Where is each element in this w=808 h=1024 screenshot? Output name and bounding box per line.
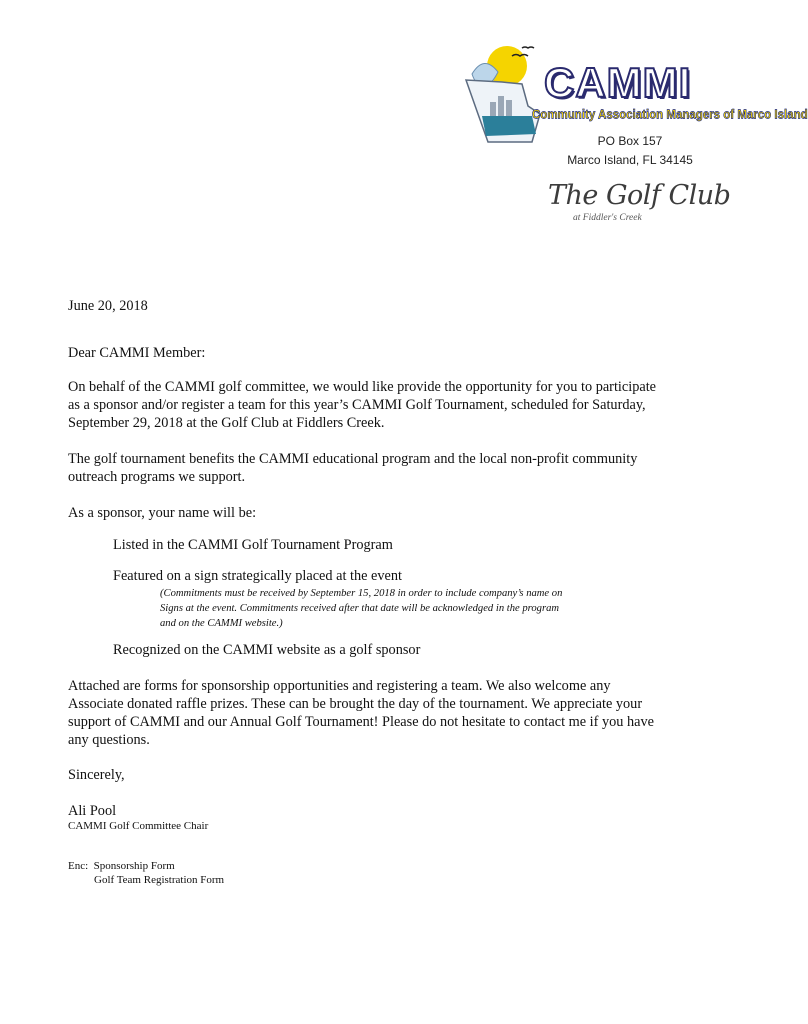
logo-subtitle: Community Association Managers of Marco Island <box>532 108 808 122</box>
sponsor-benefit-program: Listed in the CAMMI Golf Tournament Program <box>113 537 393 553</box>
golf-club-logo-title: The Golf Club <box>548 180 731 211</box>
letter-date: June 20, 2018 <box>68 298 148 314</box>
signer-name: Ali Pool <box>68 803 117 819</box>
paragraph-line: On behalf of the CAMMI golf committee, we would like provide the opportunity for you to participate <box>68 379 657 395</box>
sponsor-benefit-sign: Featured on a sign strategically placed at the event <box>113 568 403 584</box>
sun-and-island-icon <box>462 44 552 144</box>
note-line: Signs at the event. Commitments received after that date will be acknowledged in the program <box>160 603 560 614</box>
note-line: and on the CAMMI website.) <box>160 618 283 629</box>
paragraph-benefits <box>68 450 708 486</box>
enclosure-row <box>68 873 708 887</box>
paragraph-line: support of CAMMI and our Annual Golf Tournament! Please do not hesitate to contact me if you have <box>68 714 654 730</box>
logo-title: CAMMI <box>544 59 692 106</box>
note-line: (Commitments must be received by September 15, 2018 in order to include company’s name on <box>160 588 563 599</box>
cammi-logo-art <box>462 44 552 144</box>
address-line-2: Marco Island, FL 34145 <box>567 153 693 167</box>
closing: Sincerely, <box>68 767 125 783</box>
enclosure-item: Golf Team Registration Form <box>94 874 225 886</box>
salutation: Dear CAMMI Member: <box>68 345 206 361</box>
paragraph-line: Associate donated raffle prizes. These can be brought the day of the tournament. We appreciate your <box>68 696 643 712</box>
address-line-1: PO Box 157 <box>597 134 663 148</box>
paragraph-line: The golf tournament benefits the CAMMI educational program and the local non-profit community <box>68 451 638 467</box>
paragraph-invitation <box>68 378 708 432</box>
paragraph-attachments <box>68 677 708 749</box>
sponsor-benefit-website: Recognized on the CAMMI website as a golf sponsor <box>113 642 421 658</box>
mailing-address <box>550 132 710 170</box>
golf-club-logo-subtitle: at Fiddler's Creek <box>573 213 642 223</box>
enclosure-label: Enc: <box>68 860 89 872</box>
paragraph-line: any questions. <box>68 732 150 748</box>
enclosure-item: Sponsorship Form <box>93 860 175 872</box>
enclosure-row <box>68 859 708 873</box>
sponsor-intro: As a sponsor, your name will be: <box>68 505 257 521</box>
paragraph-line: Attached are forms for sponsorship opportunities and registering a team. We also welcome any <box>68 678 611 694</box>
enclosures <box>68 859 708 887</box>
signer-title: CAMMI Golf Committee Chair <box>68 820 209 832</box>
commitment-note <box>160 586 610 631</box>
paragraph-line: outreach programs we support. <box>68 469 246 485</box>
paragraph-line: as a sponsor and/or register a team for this year’s CAMMI Golf Tournament, scheduled for Saturday, <box>68 397 646 413</box>
paragraph-line: September 29, 2018 at the Golf Club at Fiddlers Creek. <box>68 415 385 431</box>
